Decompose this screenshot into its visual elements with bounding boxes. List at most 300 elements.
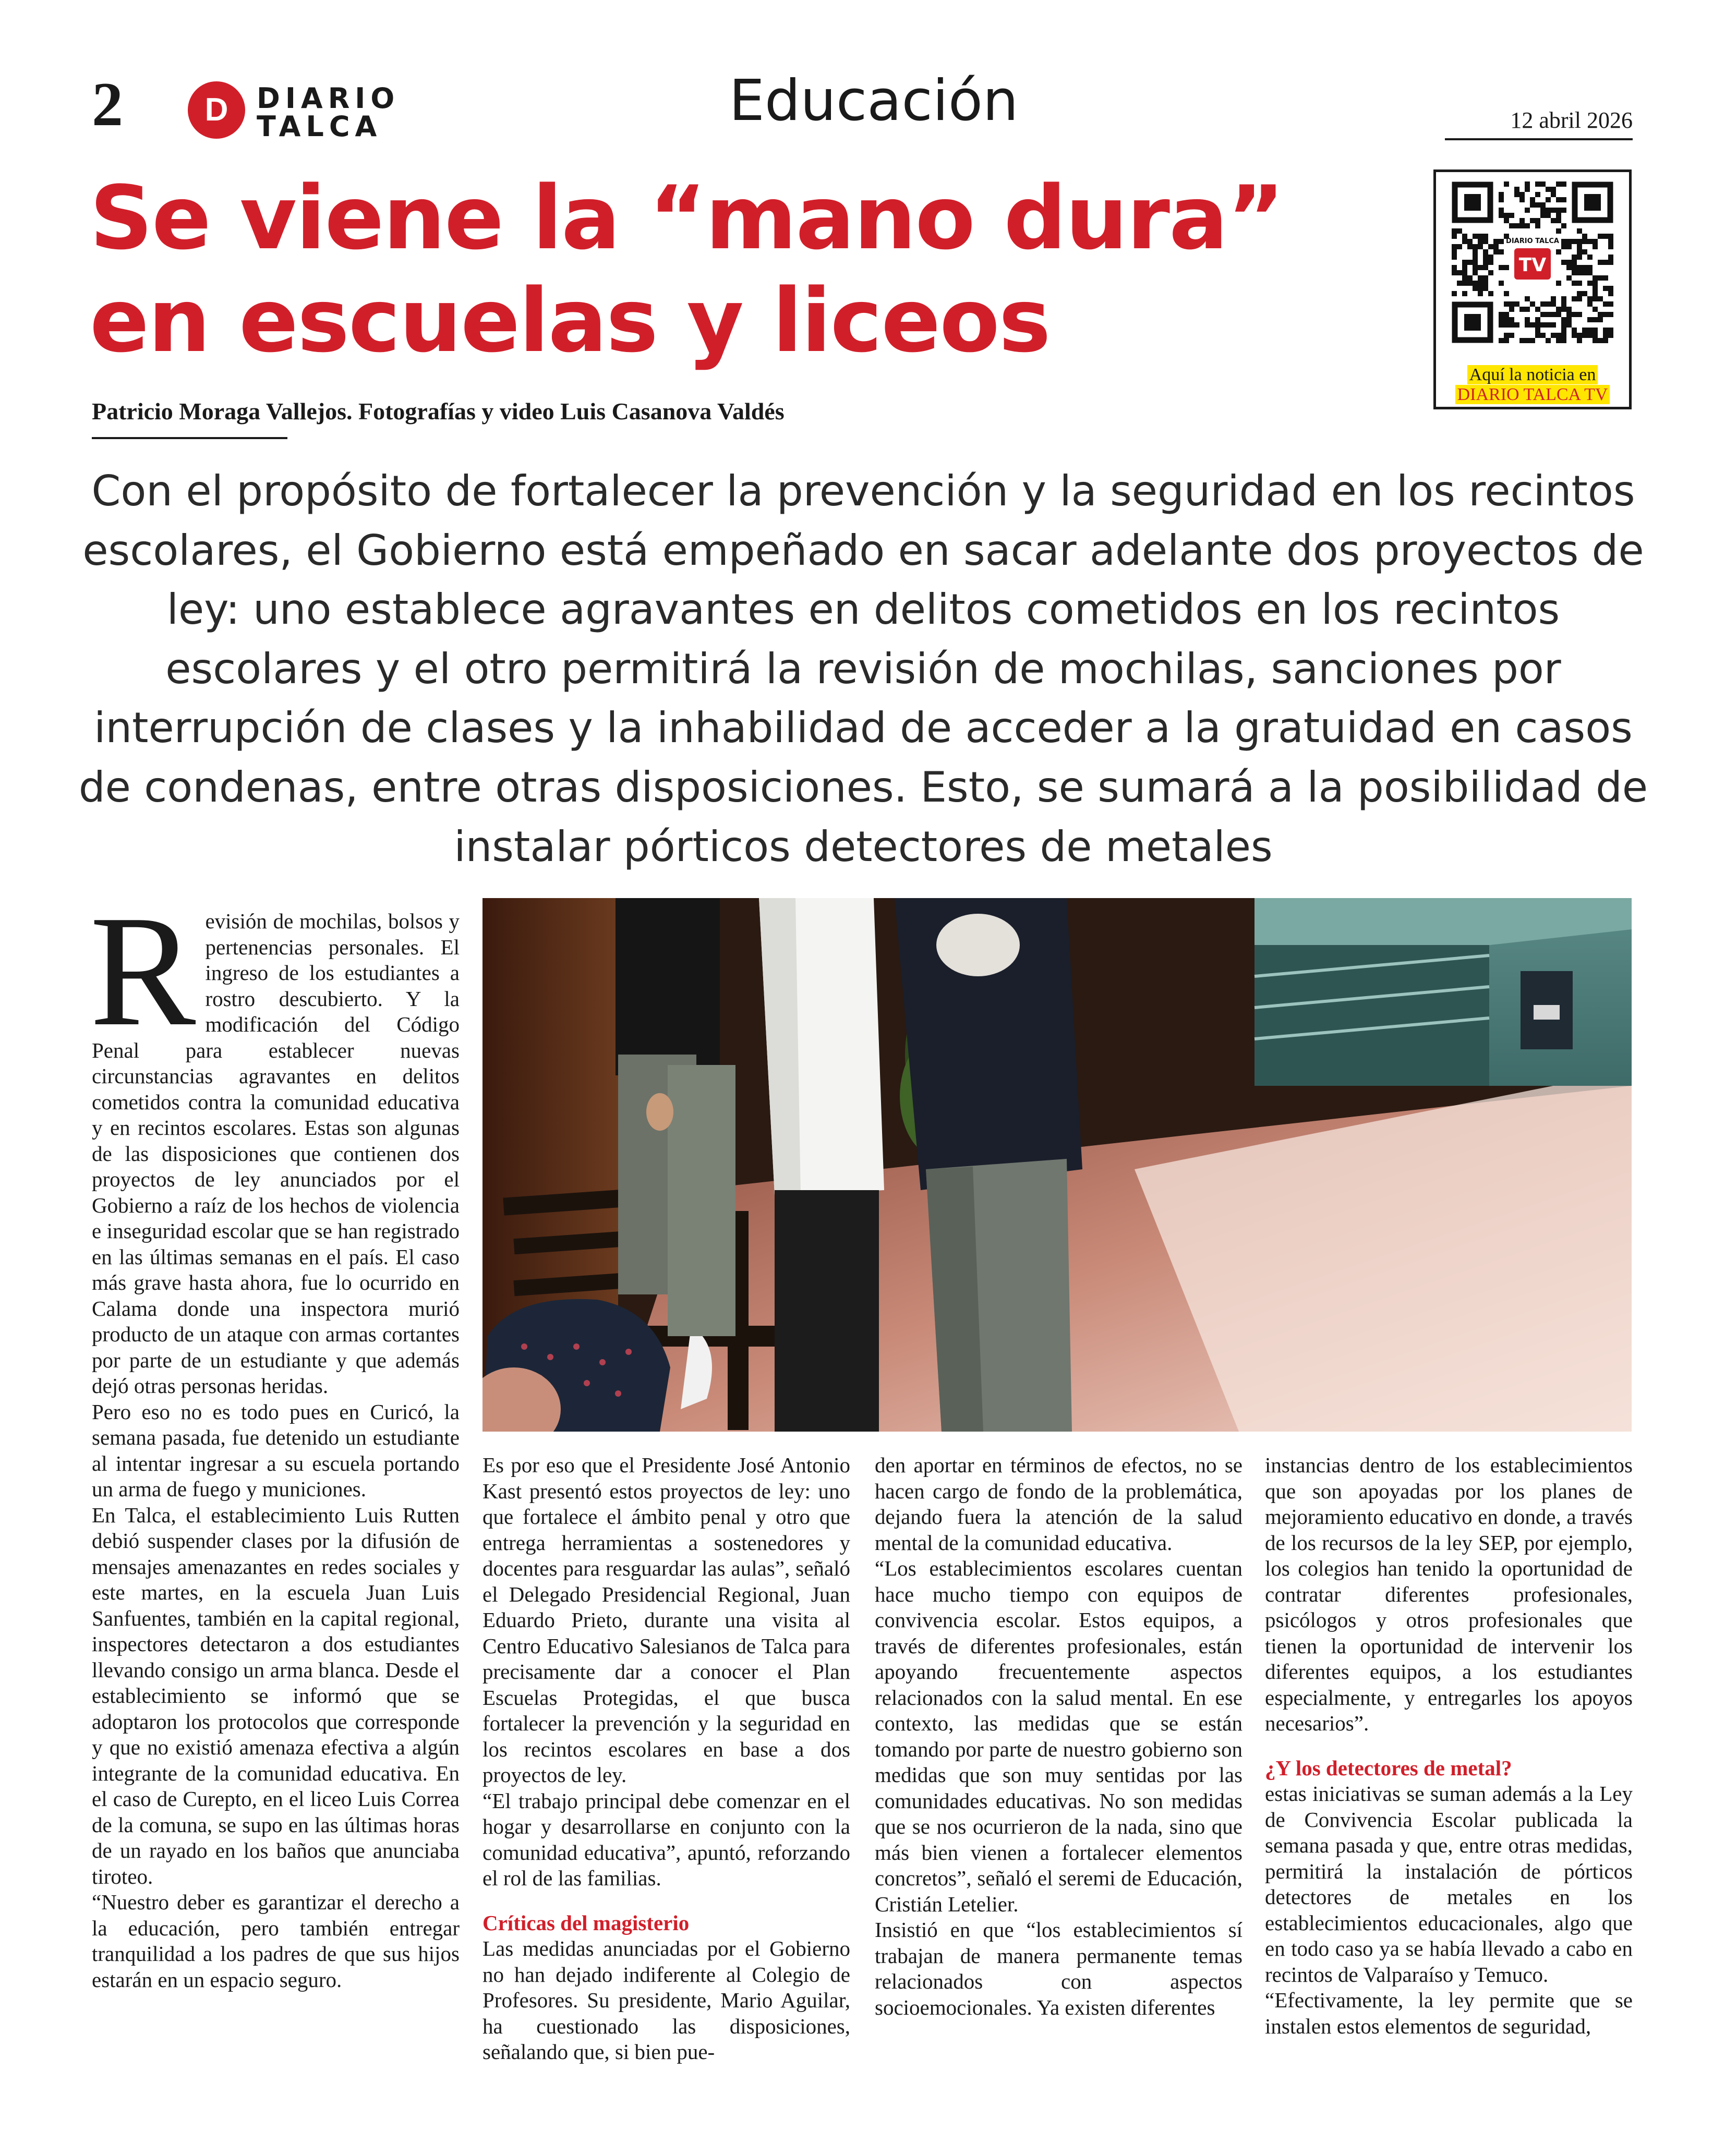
qr-module <box>1556 338 1561 343</box>
qr-module <box>1556 307 1561 312</box>
qr-module <box>1493 239 1499 244</box>
qr-module <box>1577 281 1582 286</box>
qr-module <box>1546 213 1551 218</box>
logo-initial: D <box>204 92 228 128</box>
qr-module <box>1556 197 1561 202</box>
qr-module <box>1593 333 1598 338</box>
qr-module <box>1546 301 1551 307</box>
qr-module <box>1556 281 1561 286</box>
qr-module <box>1566 322 1572 328</box>
qr-module <box>1572 260 1577 265</box>
lead-paragraph: Con el propósito de fortalecer la prevención y la seguridad en los recintos escolares, el Gobierno está empeñado en sacar adelante dos proyectos de ley: uno establece agravantes en delitos cometidos en los recintos escolares y el otro permitirá la revisión de mochilas, sanciones por interrupción de clases y la inhabilidad de acceder a la gratuidad en casos de condenas, entre otras disposiciones. Esto, se sumará a la posibilidad de instalar pórticos detectores de metales <box>78 467 1648 871</box>
qr-module <box>1561 301 1566 307</box>
qr-module <box>1519 307 1525 312</box>
qr-module <box>1577 249 1582 255</box>
qr-module <box>1488 270 1493 275</box>
qr-module <box>1519 223 1525 228</box>
qr-module <box>1587 296 1593 301</box>
qr-module <box>1608 244 1613 249</box>
qr-module <box>1608 234 1613 239</box>
paragraph-4: “Nuestro deber es garantizar el derecho a la educación, pero también entregar tranquilidad a los padres de que sus hijos estarán en un espacio seguro. <box>92 1890 460 1992</box>
qr-module <box>1488 291 1493 296</box>
qr-module <box>1478 286 1483 291</box>
qr-module <box>1582 265 1587 270</box>
page-number: 2 <box>92 69 123 139</box>
qr-module <box>1483 275 1488 281</box>
qr-module <box>1483 265 1488 270</box>
qr-module <box>1561 208 1566 213</box>
qr-module <box>1551 208 1556 213</box>
qr-module <box>1483 249 1488 255</box>
qr-module <box>1556 181 1561 187</box>
qr-caption-line-1: Aquí la noticia en <box>1436 365 1629 384</box>
qr-module <box>1572 239 1577 244</box>
subheading-detectores: ¿Y los detectores de metal? <box>1265 1755 1512 1780</box>
qr-module <box>1546 187 1551 192</box>
qr-module <box>1514 322 1519 328</box>
qr-badge-tv: TV <box>1518 255 1547 276</box>
qr-module <box>1499 192 1504 197</box>
qr-module <box>1572 265 1577 270</box>
qr-module <box>1577 270 1582 275</box>
qr-module <box>1566 312 1572 317</box>
qr-module <box>1593 338 1598 343</box>
qr-module <box>1598 338 1603 343</box>
qr-module <box>1493 249 1499 255</box>
qr-module <box>1608 239 1613 244</box>
qr-module <box>1577 296 1582 301</box>
qr-module <box>1452 244 1457 249</box>
qr-module <box>1473 234 1478 239</box>
qr-module <box>1483 286 1488 291</box>
qr-module <box>1582 234 1587 239</box>
qr-module <box>1535 307 1540 312</box>
qr-module <box>1504 333 1509 338</box>
qr-module <box>1535 317 1540 322</box>
qr-module <box>1551 192 1556 197</box>
qr-module <box>1608 260 1613 265</box>
qr-module <box>1467 275 1473 281</box>
logo-word-diario: DIARIO <box>257 82 400 115</box>
qr-module <box>1551 296 1556 301</box>
qr-module <box>1556 228 1561 234</box>
qr-module <box>1551 218 1556 223</box>
qr-module <box>1603 312 1608 317</box>
qr-module <box>1483 281 1488 286</box>
qr-module <box>1473 244 1478 249</box>
qr-module <box>1593 291 1598 296</box>
qr-module <box>1561 322 1566 328</box>
qr-module <box>1577 312 1582 317</box>
byline-divider <box>92 437 287 439</box>
qr-module <box>1577 333 1582 338</box>
qr-module <box>1566 275 1572 281</box>
qr-module <box>1566 239 1572 244</box>
paragraph-11: instancias dentro de los establecimientos que son apoyadas por los planes de mejoramiento educativo en donde, a través de los recursos de la ley SEP, por ejemplo, los colegios han tenido la oportunidad de contratar diferentes profesionales, psicólogos y otros profesionales que tienen la oportunidad de intervenir los diferentes equipos, a los estudiantes especialmente, y entregarles los apoyos necesarios”. <box>1265 1453 1633 1735</box>
qr-module <box>1561 223 1566 228</box>
qr-module <box>1577 244 1582 249</box>
qr-module <box>1499 213 1504 218</box>
qr-module <box>1457 281 1462 286</box>
byline: Patricio Moraga Vallejos. Fotografías y video Luis Casanova Valdés <box>92 398 785 425</box>
qr-module <box>1535 181 1540 187</box>
qr-module <box>1608 328 1613 333</box>
qr-module <box>1540 322 1546 328</box>
qr-module <box>1457 228 1462 234</box>
qr-module <box>1566 265 1572 270</box>
qr-module <box>1509 333 1514 338</box>
qr-module <box>1546 208 1551 213</box>
qr-module <box>1566 244 1572 249</box>
qr-module <box>1499 265 1504 270</box>
paragraph-10: Insistió en que “los establecimientos sí trabajan de manera permanente temas relacionados con aspectos socioemocionales. Ya existen diferentes <box>875 1918 1243 2019</box>
qr-module <box>1551 187 1556 192</box>
qr-module <box>1473 270 1478 275</box>
qr-module <box>1598 260 1603 265</box>
qr-module <box>1587 328 1593 333</box>
qr-module <box>1514 187 1519 192</box>
qr-module <box>1525 208 1530 213</box>
qr-module <box>1467 281 1473 286</box>
qr-module <box>1452 291 1457 296</box>
qr-module <box>1556 333 1561 338</box>
subheading-criticas: Críticas del magisterio <box>482 1910 690 1935</box>
qr-module <box>1540 301 1546 307</box>
qr-module <box>1603 286 1608 291</box>
qr-module <box>1561 333 1566 338</box>
qr-module <box>1556 208 1561 213</box>
qr-module <box>1561 338 1566 343</box>
qr-module <box>1593 286 1598 291</box>
qr-module <box>1561 239 1566 244</box>
qr-module <box>1462 281 1467 286</box>
qr-module <box>1572 296 1577 301</box>
qr-module <box>1462 260 1467 265</box>
paragraph-3: En Talca, el establecimiento Luis Rutten debió suspender clases por la difusión de mensajes amenazantes en redes sociales y este martes, en la escuela Juan Luis Sanfuentes, también en la capital regional, inspectores detectaron a dos estudiantes llevando consigo un arma blanca. Desde el establecimiento se informó que se adoptaron los protocolos que corresponde y que no existió amenaza efectiva a algún integrante de la comunidad educativa. En el caso de Curepto, en el liceo Luis Correa de la comuna, se supo en las últimas horas de un rayado en los baños que anunciaba tiroteo. <box>92 1503 460 1888</box>
qr-module <box>1582 270 1587 275</box>
qr-module <box>1556 249 1561 255</box>
qr-module <box>1535 223 1540 228</box>
qr-module <box>1499 197 1504 202</box>
qr-module <box>1509 213 1514 218</box>
qr-module <box>1535 218 1540 223</box>
qr-module <box>1473 260 1478 265</box>
qr-module <box>1587 301 1593 307</box>
qr-module <box>1530 202 1535 208</box>
date-divider <box>1445 138 1633 140</box>
qr-module <box>1457 270 1462 275</box>
qr-module <box>1593 328 1598 333</box>
qr-module <box>1509 307 1514 312</box>
qr-module <box>1561 328 1566 333</box>
qr-module <box>1473 249 1478 255</box>
qr-module <box>1540 181 1546 187</box>
paragraph-13: “Efectivamente, la ley permite que se instalen estos elementos de seguridad, <box>1265 1988 1633 2038</box>
qr-module <box>1483 234 1488 239</box>
qr-module <box>1467 239 1473 244</box>
qr-module <box>1452 249 1457 255</box>
diario-talca-logo <box>188 78 400 143</box>
qr-module <box>1483 255 1488 260</box>
paragraph-12: estas iniciativas se suman además a la Ley de Convivencia Escolar publicada la semana pasada y que, entre otras medidas, permitirá la instalación de pórticos detectores de metales en los establecimientos educacionales, algo que en todo caso ya se había llevado a cabo en recintos de Valparaíso y Temuco. <box>1265 1782 1633 1987</box>
qr-module <box>1535 202 1540 208</box>
qr-module <box>1530 301 1535 307</box>
qr-module <box>1452 255 1457 260</box>
qr-module <box>1556 218 1561 223</box>
qr-module <box>1546 338 1551 343</box>
paragraph-7: Las medidas anunciadas por el Gobierno no han dejado indiferente al Colegio de Profesores. Su presidente, Mario Aguilar, ha cuestionado las disposiciones, señalando que, si bien pue- <box>482 1936 850 2064</box>
qr-module <box>1519 197 1525 202</box>
qr-module <box>1587 317 1593 322</box>
headline-line-1: Se viene la “mano dura” <box>90 167 1284 269</box>
qr-module <box>1603 328 1608 333</box>
article-column-4 <box>1265 1452 1633 2039</box>
qr-module <box>1530 197 1535 202</box>
qr-module <box>1457 244 1462 249</box>
qr-module <box>1608 291 1613 296</box>
qr-module <box>1509 317 1514 322</box>
qr-module <box>1540 213 1546 218</box>
qr-module <box>1499 322 1504 328</box>
qr-module <box>1608 333 1613 338</box>
qr-badge-label: DIARIO TALCA <box>1506 237 1559 245</box>
qr-module <box>1478 291 1483 296</box>
qr-module <box>1561 181 1566 187</box>
qr-module <box>1572 333 1577 338</box>
qr-module <box>1525 307 1530 312</box>
article-column-1 <box>90 882 460 1993</box>
qr-module <box>1462 265 1467 270</box>
logo-word-talca: TALCA <box>257 110 382 143</box>
qr-module <box>1525 317 1530 322</box>
qr-module <box>1530 338 1535 343</box>
qr-module <box>1504 218 1509 223</box>
issue-date: 12 abril 2026 <box>1510 107 1633 133</box>
qr-module <box>1504 213 1509 218</box>
qr-module <box>1603 333 1608 338</box>
qr-module <box>1593 296 1598 301</box>
qr-module <box>1452 228 1457 234</box>
qr-module <box>1598 234 1603 239</box>
qr-module <box>1603 338 1608 343</box>
qr-module <box>1462 275 1467 281</box>
paragraph-1: Revisión de mochilas, bolsos y pertenencias personales. El ingreso de los estudiantes a rostro descubierto. Y la modificación del Código Penal para establecer nuevas circunstancias agravantes en delitos cometidos contra la comunidad educativa y en recintos escolares. Estas son algunas de las disposiciones que contienen dos proyectos de ley anunciados por el Gobierno a raíz de los hechos de violencia e inseguridad escolar que se han registrado en las últimas semanas en el país. El caso más grave hasta ahora, fue lo ocurrido en Calama donde una inspectora murió producto de un ataque con armas cortantes por parte de un estudiante y que además dejó otras personas heridas. <box>90 882 460 1398</box>
qr-module <box>1608 255 1613 260</box>
qr-module <box>1525 296 1530 301</box>
qr-module <box>1525 187 1530 192</box>
qr-module <box>1546 322 1551 328</box>
qr-module <box>1462 291 1467 296</box>
qr-module <box>1499 239 1504 244</box>
qr-module <box>1561 197 1566 202</box>
qr-module <box>1483 239 1488 244</box>
paragraph-6: “El trabajo principal debe comenzar en el hogar y desarrollarse en conjunto con la comunidad educativa”, apuntó, reforzando el rol de las familias. <box>482 1788 850 1890</box>
qr-module <box>1499 317 1504 322</box>
paragraph-8: den aportar en términos de efectos, no se hacen cargo de fondo de la problemática, dejando fuera la atención de la salud mental de la comunidad educativa. <box>875 1453 1243 1555</box>
article-column-2 <box>482 1452 850 2065</box>
qr-module <box>1561 317 1566 322</box>
qr-module <box>1608 312 1613 317</box>
qr-module <box>1504 301 1509 307</box>
paragraph-9: “Los establecimientos escolares cuentan hace mucho tiempo con equipos de convivencia escolar. Estos equipos, a través de diferentes profesionales, están apoyando frecuentemente aspectos relacionados con la salud mental. En ese contexto, las medidas que se están tomando por parte de nuestro gobierno son medidas que son muy sentidas por las comunidades educativas. No son medidas que se nos ocurrieron de la nada, sino que más bien vienen a fortalecer elementos concretos”, señaló el seremi de Educación, Cristián Letelier. <box>875 1556 1243 1916</box>
qr-module <box>1519 192 1525 197</box>
article-photo <box>482 898 1632 1432</box>
headline-line-2: en escuelas y liceos <box>90 269 1050 372</box>
qr-module <box>1540 208 1546 213</box>
qr-video-box[interactable] <box>1433 169 1632 409</box>
qr-module <box>1504 338 1509 343</box>
qr-module <box>1473 255 1478 260</box>
qr-module <box>1519 338 1525 343</box>
qr-module <box>1488 255 1493 260</box>
qr-module <box>1473 286 1478 291</box>
qr-module <box>1488 260 1493 265</box>
qr-module <box>1561 244 1566 249</box>
qr-module <box>1593 307 1598 312</box>
qr-caption-line-2[interactable]: DIARIO TALCA TV <box>1436 385 1629 404</box>
qr-module <box>1577 291 1582 296</box>
section-title: Educación <box>729 68 1019 134</box>
qr-module <box>1603 301 1608 307</box>
qr-module <box>1582 328 1587 333</box>
qr-module <box>1593 317 1598 322</box>
qr-module <box>1478 265 1483 270</box>
qr-module <box>1546 312 1551 317</box>
qr-module <box>1483 260 1488 265</box>
qr-module <box>1603 260 1608 265</box>
qr-module <box>1499 312 1504 317</box>
qr-module <box>1577 265 1582 270</box>
qr-module <box>1587 281 1593 286</box>
qr-module <box>1504 317 1509 322</box>
qr-module <box>1509 322 1514 328</box>
qr-module <box>1608 301 1613 307</box>
qr-module <box>1535 322 1540 328</box>
qr-module <box>1577 255 1582 260</box>
qr-module <box>1535 192 1540 197</box>
qr-module <box>1467 244 1473 249</box>
qr-module <box>1572 255 1577 260</box>
qr-module <box>1478 239 1483 244</box>
qr-module <box>1525 338 1530 343</box>
article-column-3 <box>875 1452 1243 2020</box>
qr-module <box>1514 223 1519 228</box>
qr-module <box>1504 181 1509 187</box>
qr-module <box>1598 296 1603 301</box>
qr-module <box>1535 333 1540 338</box>
qr-module <box>1577 239 1582 244</box>
qr-module <box>1519 218 1525 223</box>
qr-module <box>1499 249 1504 255</box>
qr-module <box>1540 202 1546 208</box>
qr-module <box>1572 312 1577 317</box>
qr-module <box>1603 275 1608 281</box>
qr-module <box>1556 312 1561 317</box>
qr-module <box>1603 234 1608 239</box>
qr-module <box>1582 249 1587 255</box>
qr-module <box>1587 270 1593 275</box>
qr-module <box>1587 265 1593 270</box>
qr-module <box>1561 307 1566 312</box>
qr-module <box>1566 260 1572 265</box>
qr-module <box>1582 333 1587 338</box>
qr-module <box>1566 317 1572 322</box>
qr-module <box>1530 218 1535 223</box>
qr-module <box>1566 307 1572 312</box>
qr-module <box>1577 338 1582 343</box>
qr-module <box>1499 338 1504 343</box>
qr-module <box>1530 322 1535 328</box>
qr-code-icon[interactable] <box>1452 181 1613 343</box>
qr-module <box>1525 223 1530 228</box>
qr-module <box>1587 239 1593 244</box>
qr-module <box>1561 260 1566 265</box>
paragraph-2: Pero eso no es todo pues en Curicó, la semana pasada, fue detenido un estudiante al intentar ingresar a su escuela portando un arma de fuego y municiones. <box>92 1399 460 1501</box>
qr-module <box>1504 322 1509 328</box>
qr-module <box>1572 328 1577 333</box>
qr-module <box>1499 208 1504 213</box>
headline <box>90 167 1446 372</box>
qr-module <box>1467 260 1473 265</box>
qr-module <box>1493 244 1499 249</box>
qr-module <box>1551 301 1556 307</box>
qr-module <box>1514 192 1519 197</box>
qr-module <box>1509 301 1514 307</box>
qr-module <box>1551 312 1556 317</box>
qr-module <box>1598 317 1603 322</box>
qr-module <box>1608 286 1613 291</box>
qr-module <box>1551 333 1556 338</box>
qr-module <box>1462 270 1467 275</box>
qr-module <box>1551 322 1556 328</box>
qr-module <box>1452 234 1457 239</box>
paragraph-5: Es por eso que el Presidente José Antonio Kast presentó estos proyectos de ley: uno que fortalece el ámbito penal y otro que entrega herramientas a sostenedores y docentes para resguardar las aulas”, señaló el Delegado Presidencial Regional, Juan Eduardo Prieto, durante una visita al Centro Educativo Salesianos de Talca para precisamente dar a conocer el Plan Escuelas Protegidas, el que busca fortalecer la prevención y la seguridad en los recintos escolares en base a dos proyectos de ley. <box>482 1453 850 1787</box>
qr-module <box>1561 296 1566 301</box>
qr-module <box>1546 197 1551 202</box>
qr-module <box>1540 312 1546 317</box>
qr-module <box>1598 275 1603 281</box>
qr-module <box>1473 265 1478 270</box>
qr-module <box>1478 275 1483 281</box>
qr-module <box>1473 281 1478 286</box>
qr-module <box>1525 181 1530 187</box>
qr-module <box>1577 228 1582 234</box>
qr-module <box>1452 265 1457 270</box>
qr-module <box>1478 244 1483 249</box>
qr-module <box>1598 312 1603 317</box>
qr-module <box>1593 275 1598 281</box>
qr-module <box>1587 255 1593 260</box>
qr-module <box>1540 333 1546 338</box>
qr-module <box>1572 270 1577 275</box>
drop-cap: R <box>90 882 196 1059</box>
qr-module <box>1593 244 1598 249</box>
qr-module <box>1462 234 1467 239</box>
qr-module <box>1535 328 1540 333</box>
qr-module <box>1509 223 1514 228</box>
qr-module <box>1462 239 1467 244</box>
qr-module <box>1488 244 1493 249</box>
qr-module <box>1514 301 1519 307</box>
qr-module <box>1525 322 1530 328</box>
qr-module <box>1556 213 1561 218</box>
qr-module <box>1587 333 1593 338</box>
logo-mark-icon <box>188 81 245 139</box>
qr-module <box>1593 281 1598 286</box>
qr-module <box>1593 239 1598 244</box>
qr-module <box>1504 291 1509 296</box>
qr-module <box>1504 265 1509 270</box>
